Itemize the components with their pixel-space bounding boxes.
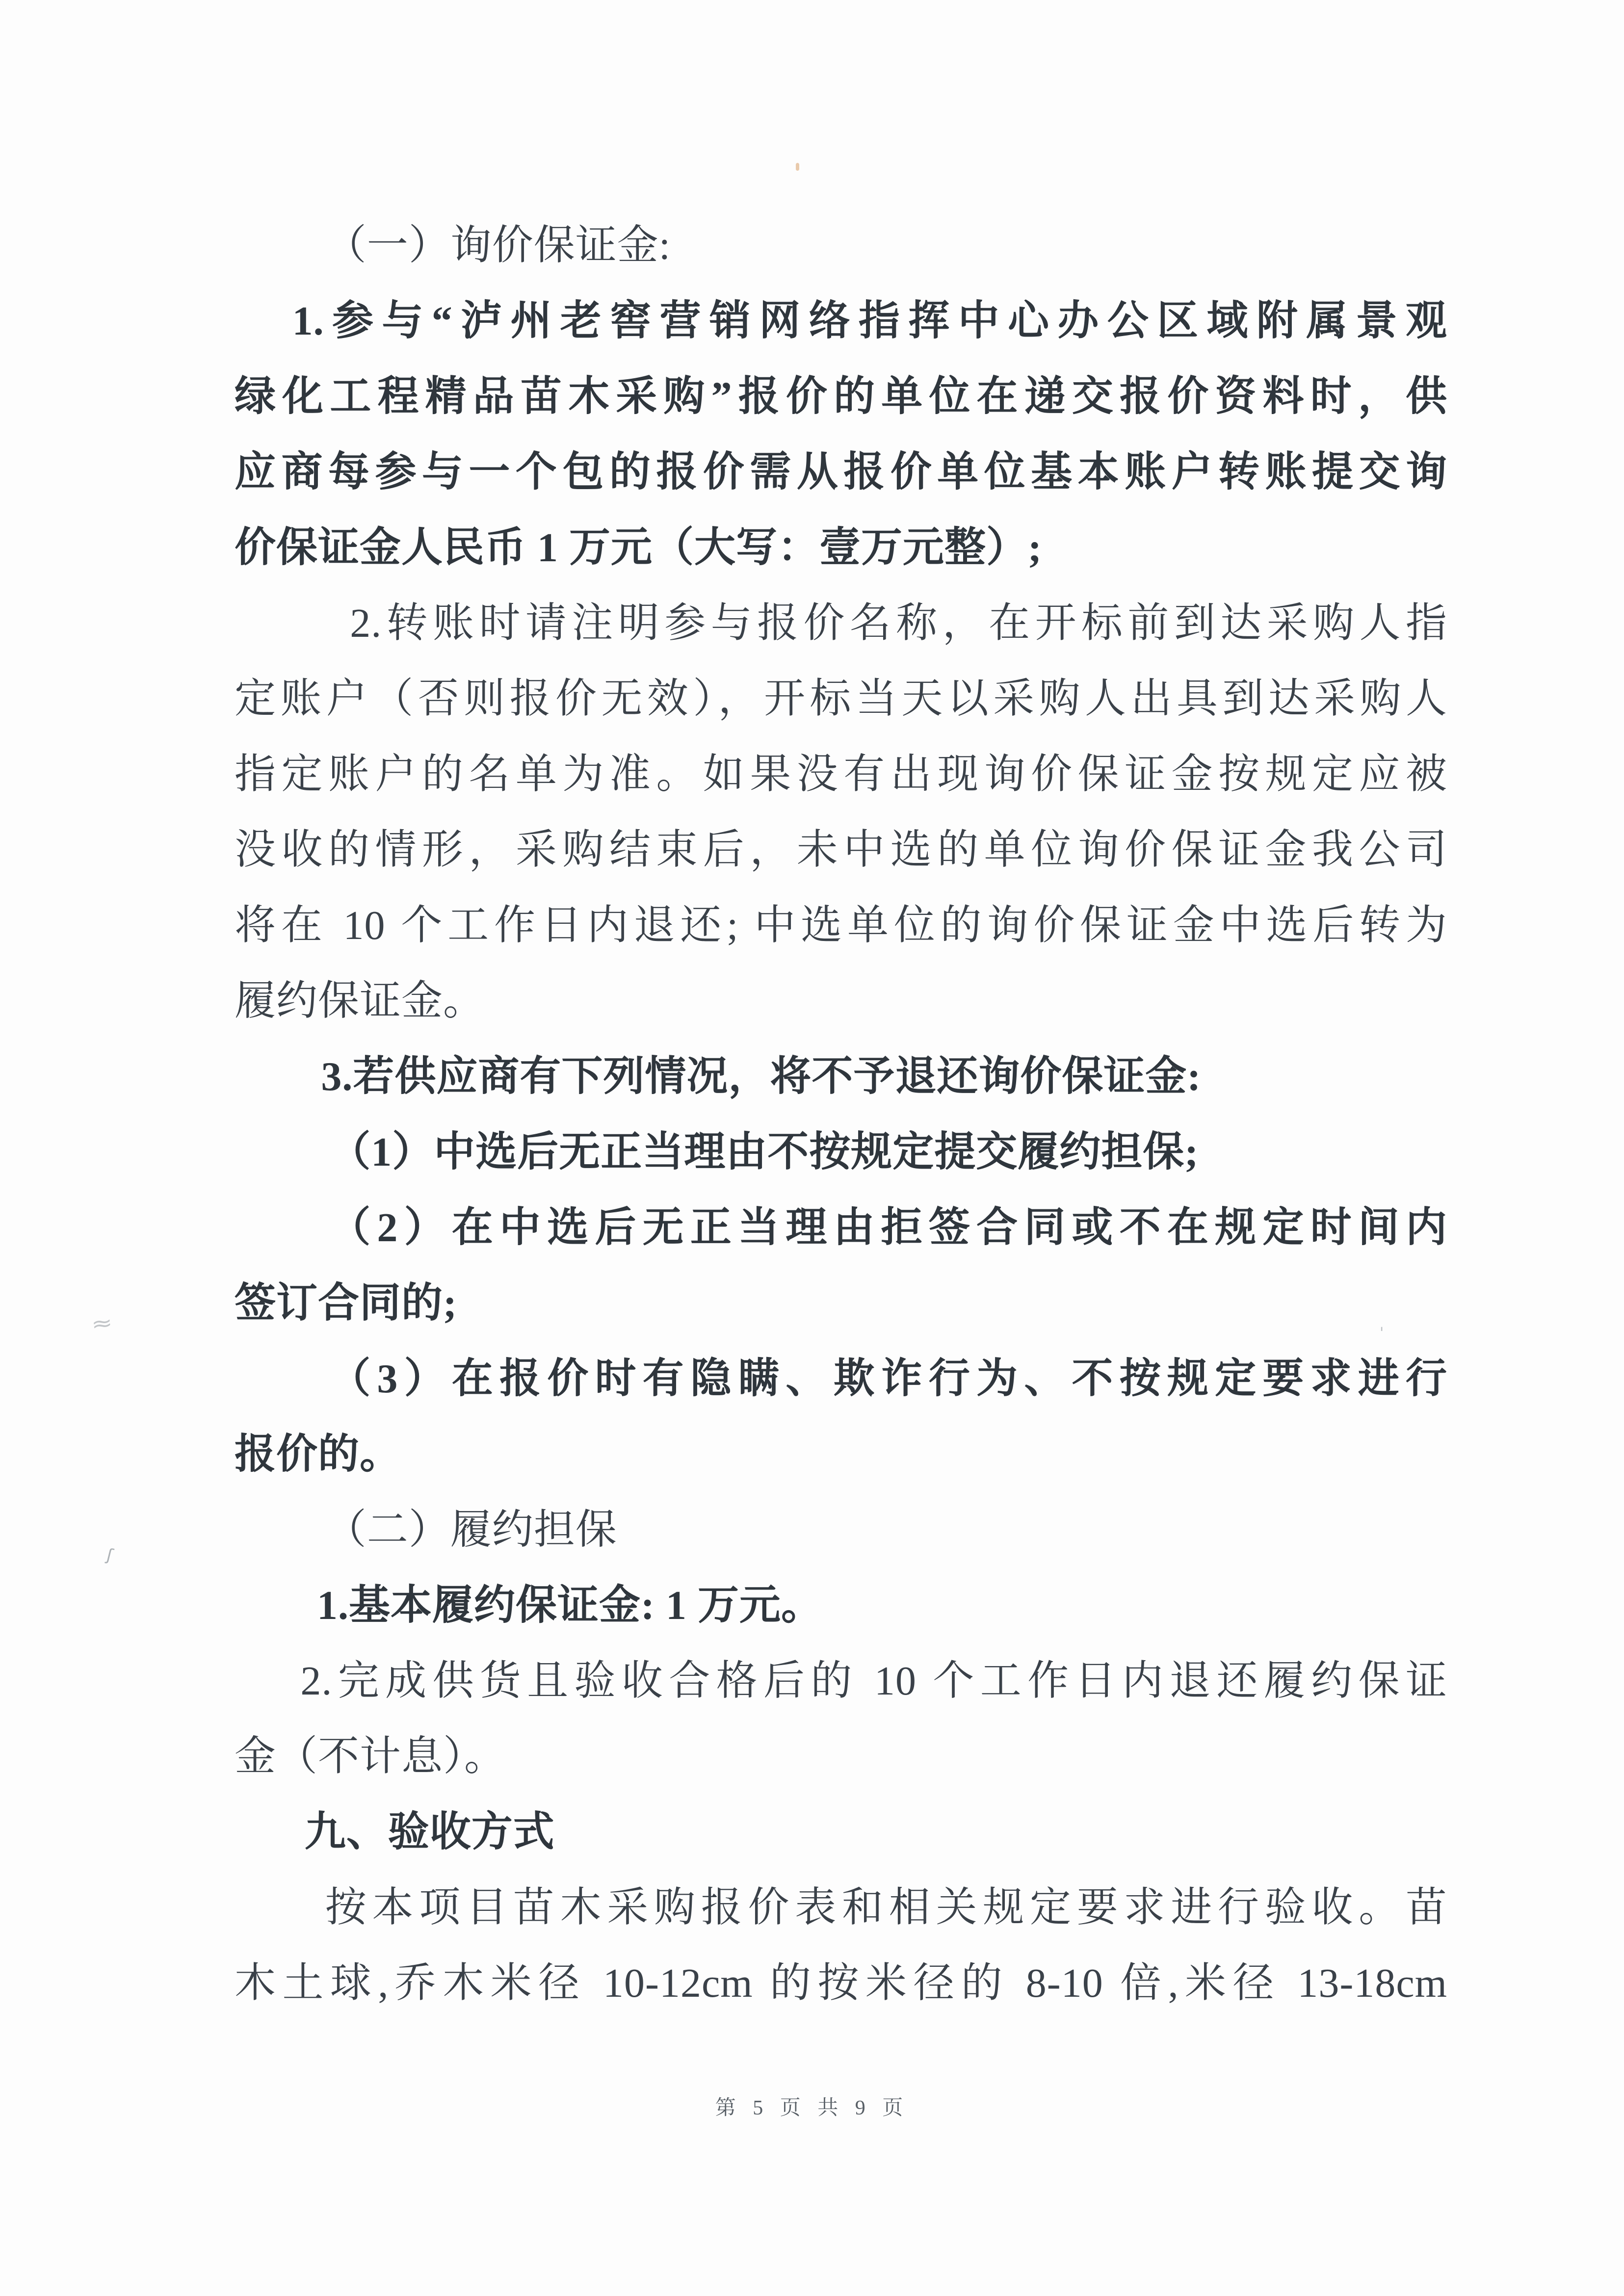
text-line: 价保证金人民币 1 万元（大写：壹万元整）;	[235, 525, 1042, 571]
text-line: （二）履约担保	[325, 1507, 617, 1553]
text-line: （2）在中选后无正当理由拒签合同或不在规定时间内	[329, 1205, 1447, 1251]
text-line: （1）中选后无正当理由不按规定提交履约担保;	[329, 1129, 1199, 1175]
text-line: 木土球,乔木米径 10-12cm 的按米径的 8-10 倍,米径 13-18cm	[235, 1960, 1447, 2006]
scan-artifact: ≈	[90, 1310, 114, 1337]
text-line: 九、验收方式	[304, 1809, 555, 1855]
text-line: 报价的。	[235, 1432, 402, 1477]
text-line: 应商每参与一个包的报价需从报价单位基本账户转账提交询	[235, 449, 1447, 495]
text-line: 金（不计息）。	[235, 1734, 506, 1779]
text-line: 定账户（否则报价无效），开标当天以采购人出具到达采购人	[235, 676, 1447, 722]
text-line: 2.完成供货且验收合格后的 10 个工作日内退还履约保证	[300, 1658, 1447, 1704]
page-number: 第 5 页 共 9 页	[715, 2097, 909, 2119]
text-line: （3）在报价时有隐瞒、欺诈行为、不按规定要求进行	[329, 1356, 1447, 1402]
text-line: 1.参与“泸州老窖营销网络指挥中心办公区域附属景观	[292, 298, 1447, 344]
text-line: 履约保证金。	[235, 978, 485, 1024]
scan-artifact: ʃ	[105, 1545, 115, 1565]
text-line: 指定账户的名单为准。如果没有出现询价保证金按规定应被	[235, 752, 1447, 797]
text-line: 1.基本履约保证金: 1 万元。	[317, 1583, 823, 1628]
text-line: 签订合同的;	[235, 1280, 457, 1326]
page-footer	[0, 2091, 1624, 2125]
text-line: （一）询价保证金:	[325, 223, 671, 268]
scan-artifact: '	[1380, 1325, 1384, 1342]
text-line: 没收的情形，采购结束后，未中选的单位询价保证金我公司	[235, 827, 1447, 873]
scan-artifact	[796, 163, 799, 171]
text-line: 3.若供应商有下列情况，将不予退还询价保证金:	[321, 1054, 1202, 1099]
text-line: 绿化工程精品苗木采购”报价的单位在递交报价资料时，供	[235, 374, 1447, 419]
text-line: 将在 10 个工作日内退还; 中选单位的询价保证金中选后转为	[235, 903, 1447, 948]
text-line: 2.转账时请注明参与报价名称，在开标前到达采购人指	[350, 600, 1447, 646]
text-line: 按本项目苗木采购报价表和相关规定要求进行验收。苗	[325, 1885, 1447, 1931]
document-body	[235, 208, 1447, 2021]
